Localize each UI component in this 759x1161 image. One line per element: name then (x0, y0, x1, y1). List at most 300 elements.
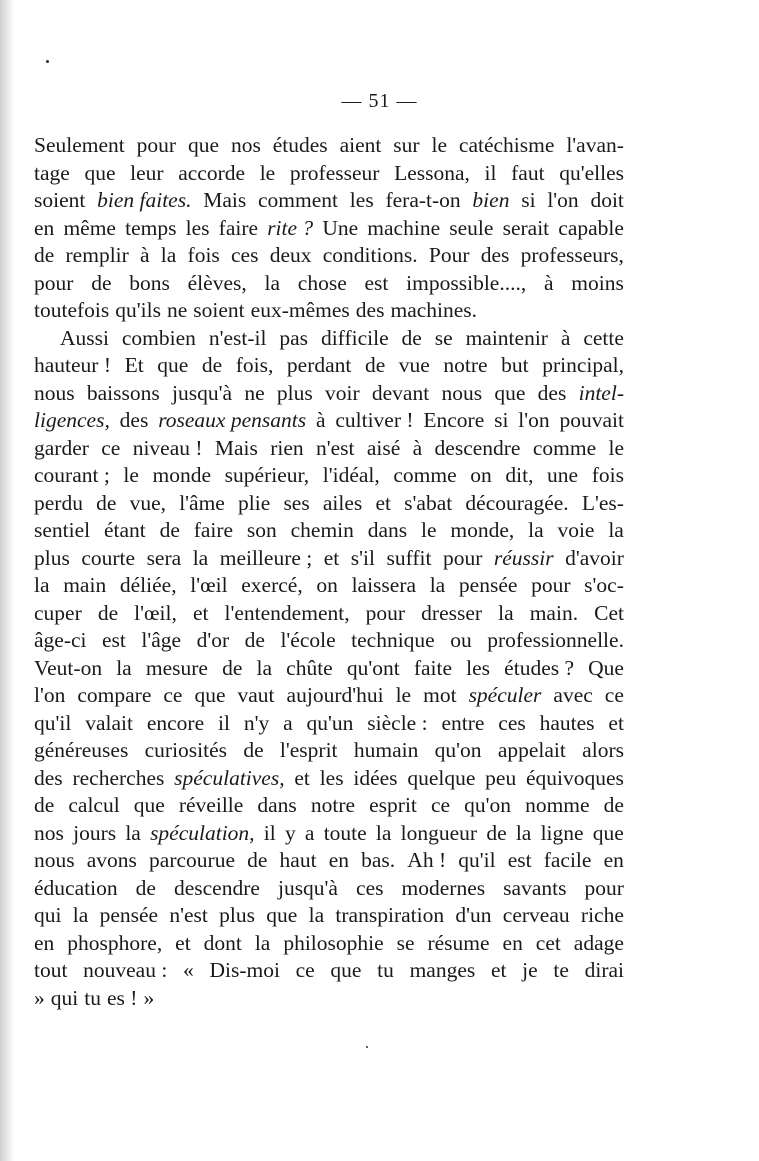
word: de (486, 820, 507, 845)
word: et (375, 490, 391, 515)
text-line (34, 572, 624, 600)
word: spéculer (468, 683, 542, 707)
word: dans (257, 793, 297, 817)
word: courant ; (34, 463, 110, 487)
word: que (188, 133, 220, 157)
word: de (603, 793, 624, 817)
word: pensée (99, 903, 159, 927)
word: recherches (72, 765, 165, 790)
text-line (34, 957, 624, 985)
word: vue (398, 353, 430, 377)
word: toutefois (34, 298, 110, 322)
word: ces (498, 710, 526, 735)
word: machines. (390, 298, 478, 322)
text-line (34, 242, 624, 270)
word: est (102, 628, 126, 652)
word: aujourd'hui (286, 683, 384, 707)
word: Une (322, 215, 359, 240)
word: peu (485, 765, 517, 790)
word: la (160, 243, 177, 267)
word: te (553, 958, 569, 982)
word: aisé (366, 435, 401, 460)
word: rite ? (267, 215, 314, 240)
word: exercé, (241, 573, 303, 597)
word: fois, (235, 353, 274, 377)
word: fera-t-on (385, 188, 461, 212)
text-line (34, 765, 624, 793)
word: et (175, 930, 191, 955)
text-line (34, 407, 624, 435)
word: cuper (34, 600, 82, 625)
word: Seulement (34, 133, 125, 157)
word: parcourue (149, 848, 235, 872)
word: appelait (497, 738, 566, 762)
text-line (34, 270, 624, 298)
word: cerveau (502, 903, 570, 927)
word: professeur (289, 160, 380, 185)
word: garder (34, 435, 89, 460)
word: des (355, 298, 385, 322)
text-line (34, 215, 624, 243)
word: baissons (86, 380, 160, 405)
word: résume (427, 930, 490, 955)
word: Ah ! (407, 848, 447, 872)
word: suffit (386, 545, 432, 570)
word: réveille (178, 793, 244, 817)
word: la (375, 820, 392, 845)
word: à (315, 408, 326, 432)
word: la (72, 903, 89, 927)
word: dresser (421, 600, 483, 625)
word: de (97, 600, 119, 625)
word: de (243, 738, 264, 762)
word: ces (356, 875, 384, 900)
word: en (34, 215, 55, 240)
text-line (34, 875, 624, 903)
word: la (429, 573, 446, 597)
word: est (364, 270, 389, 295)
word: tu (84, 985, 101, 1010)
word: moins (571, 270, 624, 295)
word: l'entendement, (224, 600, 350, 625)
word: riche (580, 903, 624, 927)
word: a (283, 710, 293, 735)
word: difficile (320, 325, 389, 350)
word: la (515, 820, 532, 845)
word: spéculatives, (174, 765, 285, 790)
word: l'idéal, (322, 463, 380, 487)
word: l'esprit (279, 738, 338, 762)
word: et (294, 765, 310, 790)
word: voir (324, 380, 360, 405)
word: que (133, 793, 165, 817)
word: il (263, 820, 276, 845)
word: meilleure ; (219, 545, 313, 570)
word: chûte (286, 655, 333, 680)
word: maintenir (465, 325, 548, 350)
word: l'on (547, 188, 579, 212)
word: transpiration (335, 903, 445, 927)
word: sera (146, 545, 182, 570)
word: pour (442, 545, 483, 570)
word: chemin (290, 518, 354, 542)
word: se (396, 930, 415, 955)
word: aient (339, 133, 382, 157)
word: études ? (504, 655, 575, 680)
word: jours (73, 820, 117, 845)
word: le (123, 463, 139, 487)
word: toute (323, 820, 367, 845)
word: impossible...., (406, 270, 527, 295)
word: la (254, 930, 271, 955)
word: la (308, 903, 325, 927)
word: combien (121, 325, 196, 350)
word: vaut (237, 683, 275, 707)
word: nous (441, 380, 483, 405)
word: ce (295, 958, 315, 982)
word: qu'on (464, 793, 511, 817)
word: technique (351, 628, 435, 652)
word: de (34, 793, 55, 817)
word: perdant (286, 353, 352, 377)
word: fois (187, 243, 220, 267)
word: accorde (178, 160, 246, 185)
word: qui (34, 903, 62, 927)
text-line (34, 462, 624, 490)
word: tage (34, 160, 70, 185)
word: ce (101, 435, 121, 460)
word: valait (85, 710, 133, 735)
word: doit (590, 188, 624, 212)
word: cet (535, 930, 561, 955)
word: quelque (407, 765, 476, 790)
word: notre (310, 793, 356, 817)
word: dont (203, 930, 242, 955)
word: pour (531, 573, 571, 597)
word: l'école (280, 628, 336, 652)
text-line (34, 160, 624, 188)
word: catéchisme (458, 133, 555, 157)
word: la (116, 655, 132, 680)
word: que (84, 160, 116, 185)
word: hauteur ! (34, 353, 112, 377)
word: Aussi (60, 325, 109, 350)
word: Encore (423, 408, 485, 432)
word: de (135, 875, 156, 900)
word: Que (588, 655, 624, 680)
text-line (34, 352, 624, 380)
word: la (264, 270, 281, 295)
word: le (421, 518, 437, 542)
word: capable (558, 215, 624, 240)
word: but (501, 353, 529, 377)
word: manges (409, 958, 476, 982)
word: idées (353, 765, 398, 790)
word: savants (503, 875, 567, 900)
word: nomme (525, 793, 590, 817)
word: notre (443, 353, 488, 377)
word: plie (238, 490, 271, 515)
word: que (330, 958, 362, 982)
text-line (34, 627, 624, 655)
text-line (34, 820, 624, 848)
word: calcul (68, 793, 120, 817)
word: tout (34, 958, 68, 982)
text-line (34, 600, 624, 628)
word: professionnelle. (487, 628, 624, 652)
word: bien (472, 188, 510, 212)
word: longueur (400, 820, 478, 845)
text-line (34, 132, 624, 160)
page-edge-shadow (0, 0, 14, 1161)
word: des (119, 408, 149, 432)
body-text (34, 132, 624, 1012)
word: laissera (351, 573, 417, 597)
word: d'or (196, 628, 230, 652)
text-line (34, 985, 624, 1013)
word: humain (353, 738, 419, 762)
word: la (125, 820, 141, 845)
word: il (218, 710, 230, 735)
word: dans (367, 518, 408, 542)
word: faut (511, 160, 545, 185)
word: comment (258, 188, 339, 212)
word: y (284, 820, 296, 845)
word: niveau ! (132, 435, 203, 460)
word: bons (129, 270, 170, 295)
word: de (34, 243, 55, 267)
word: pensée (458, 573, 518, 597)
word: déliée, (119, 573, 177, 597)
word: cultiver ! (335, 408, 414, 432)
word: Et (124, 353, 144, 377)
word: de (91, 270, 112, 295)
word: sur (393, 133, 420, 157)
word: ce (430, 793, 451, 817)
word: faire (218, 215, 259, 240)
word: on (470, 463, 492, 487)
word: main (63, 573, 107, 597)
word: hautes (539, 710, 595, 735)
word: dirai (584, 958, 624, 982)
word: chose (297, 270, 347, 295)
word: en (502, 930, 523, 955)
word: sentiel (34, 518, 91, 542)
word: des (480, 243, 510, 267)
word: fois (591, 463, 624, 487)
word: nous (34, 380, 75, 405)
word: étant (103, 518, 146, 542)
word: l'on (518, 408, 550, 432)
word: une (547, 463, 579, 487)
word: la (192, 545, 209, 570)
word: monde (152, 463, 212, 487)
word: leur (130, 160, 164, 185)
text-line (34, 902, 624, 930)
word: de (159, 518, 180, 542)
word: faite (413, 655, 453, 680)
word: équivoques (526, 765, 624, 790)
word: dit, (505, 463, 534, 487)
word: machine (367, 215, 441, 240)
word: esprit (369, 793, 417, 817)
word: la (608, 518, 624, 542)
word: qu'il (34, 710, 72, 735)
word: se (434, 325, 453, 350)
text-line (34, 380, 624, 408)
text-line (34, 545, 624, 573)
word: s'abat (404, 490, 453, 515)
word: études (272, 133, 328, 157)
word: et (608, 710, 624, 735)
word: roseaux pensants (158, 408, 307, 432)
word: siècle : (367, 710, 428, 735)
word: et (323, 545, 340, 570)
word: cette (583, 325, 624, 350)
word: spéculation, (150, 820, 255, 845)
word: main. (529, 600, 579, 625)
word: la (528, 518, 544, 542)
word: son (246, 518, 277, 542)
word: monde, (450, 518, 515, 542)
word: Pour (428, 243, 470, 267)
word: plus (34, 545, 70, 570)
word: âge-ci (34, 628, 87, 652)
word: le (608, 435, 624, 460)
word: comme (532, 435, 597, 460)
text-line (34, 792, 624, 820)
word: temps (125, 215, 177, 240)
word: jusqu'à (172, 380, 233, 405)
word: l'âge (141, 628, 182, 652)
word: entre (441, 710, 485, 735)
text-line (34, 682, 624, 710)
word: que (494, 380, 526, 405)
text-line (34, 325, 624, 353)
word: professeurs, (520, 243, 624, 267)
word: plus (276, 380, 313, 405)
word: ce (163, 683, 183, 707)
word: en (603, 848, 624, 872)
word: eux-mêmes (250, 298, 350, 322)
page-number: — 51 — (341, 90, 418, 112)
word: et (192, 600, 209, 625)
word: qu'elles (559, 160, 624, 185)
word: ses (283, 490, 310, 515)
word: l'on (34, 683, 66, 707)
text-line (34, 187, 624, 215)
word: deux (269, 243, 312, 267)
word: qu'ont (346, 655, 400, 680)
word: facile (543, 848, 592, 872)
word: ou (450, 628, 472, 652)
word: es ! (107, 985, 138, 1010)
word: l'avan- (566, 133, 624, 157)
word: le (431, 133, 447, 157)
word: de (401, 325, 422, 350)
word: ligences, (34, 408, 110, 432)
word: avec (553, 683, 593, 707)
word: la (498, 600, 514, 625)
word: bas. (361, 848, 396, 872)
word: haut (279, 848, 317, 872)
word: l'âme (179, 490, 225, 515)
word: remplir (65, 243, 129, 267)
word: pour (34, 270, 74, 295)
word: principal, (542, 353, 624, 377)
word: encore (146, 710, 205, 735)
word: soient (34, 188, 86, 212)
word: ce (604, 683, 624, 707)
word: pas (279, 325, 309, 350)
word: à (140, 243, 150, 267)
word: « (183, 958, 194, 982)
word: jusqu'à (277, 875, 338, 900)
word: l'œil, (134, 600, 177, 625)
word: rien (270, 435, 304, 460)
word: d'avoir (565, 545, 624, 570)
word: mot (423, 683, 457, 707)
word: Veut-on (34, 655, 103, 680)
word: perdu (34, 490, 83, 515)
word: éducation (34, 875, 118, 900)
word: soient (193, 298, 245, 322)
word: descendre (173, 875, 260, 900)
word: voie (557, 518, 595, 542)
word: intel- (578, 380, 624, 405)
word: serait (502, 215, 550, 240)
word: devant (371, 380, 430, 405)
word: n'est (169, 903, 208, 927)
word: alors (582, 738, 624, 762)
word: qui (50, 985, 79, 1010)
word: n'y (243, 710, 270, 735)
word: qu'un (306, 710, 354, 735)
word: Cet (594, 600, 624, 625)
word: n'est (316, 435, 355, 460)
word: s'il (350, 545, 375, 570)
word: Lessona, (394, 160, 470, 185)
text-line (34, 930, 624, 958)
word: » (34, 985, 45, 1010)
word: nos (230, 133, 261, 157)
word: comme (393, 463, 457, 487)
word: les (185, 215, 210, 240)
text-line (34, 655, 624, 683)
word: a (304, 820, 315, 845)
word: les (466, 655, 491, 680)
word: avons (86, 848, 137, 872)
word: curiosités (144, 738, 228, 762)
word: ne (244, 380, 265, 405)
word: nous (34, 848, 75, 872)
text-line (34, 710, 624, 738)
word: de (222, 655, 243, 680)
word: pour (584, 875, 624, 900)
text-line (34, 847, 624, 875)
text-line (34, 297, 624, 325)
word: que (157, 353, 189, 377)
word: Dis-moi (209, 958, 280, 982)
word: pour (136, 133, 177, 157)
word: n'est-il (208, 325, 267, 350)
word: de (201, 353, 223, 377)
word: Mais (203, 188, 247, 212)
word: faire (193, 518, 234, 542)
word: que (592, 820, 624, 845)
word: tu (377, 958, 394, 982)
word: si (521, 188, 536, 212)
